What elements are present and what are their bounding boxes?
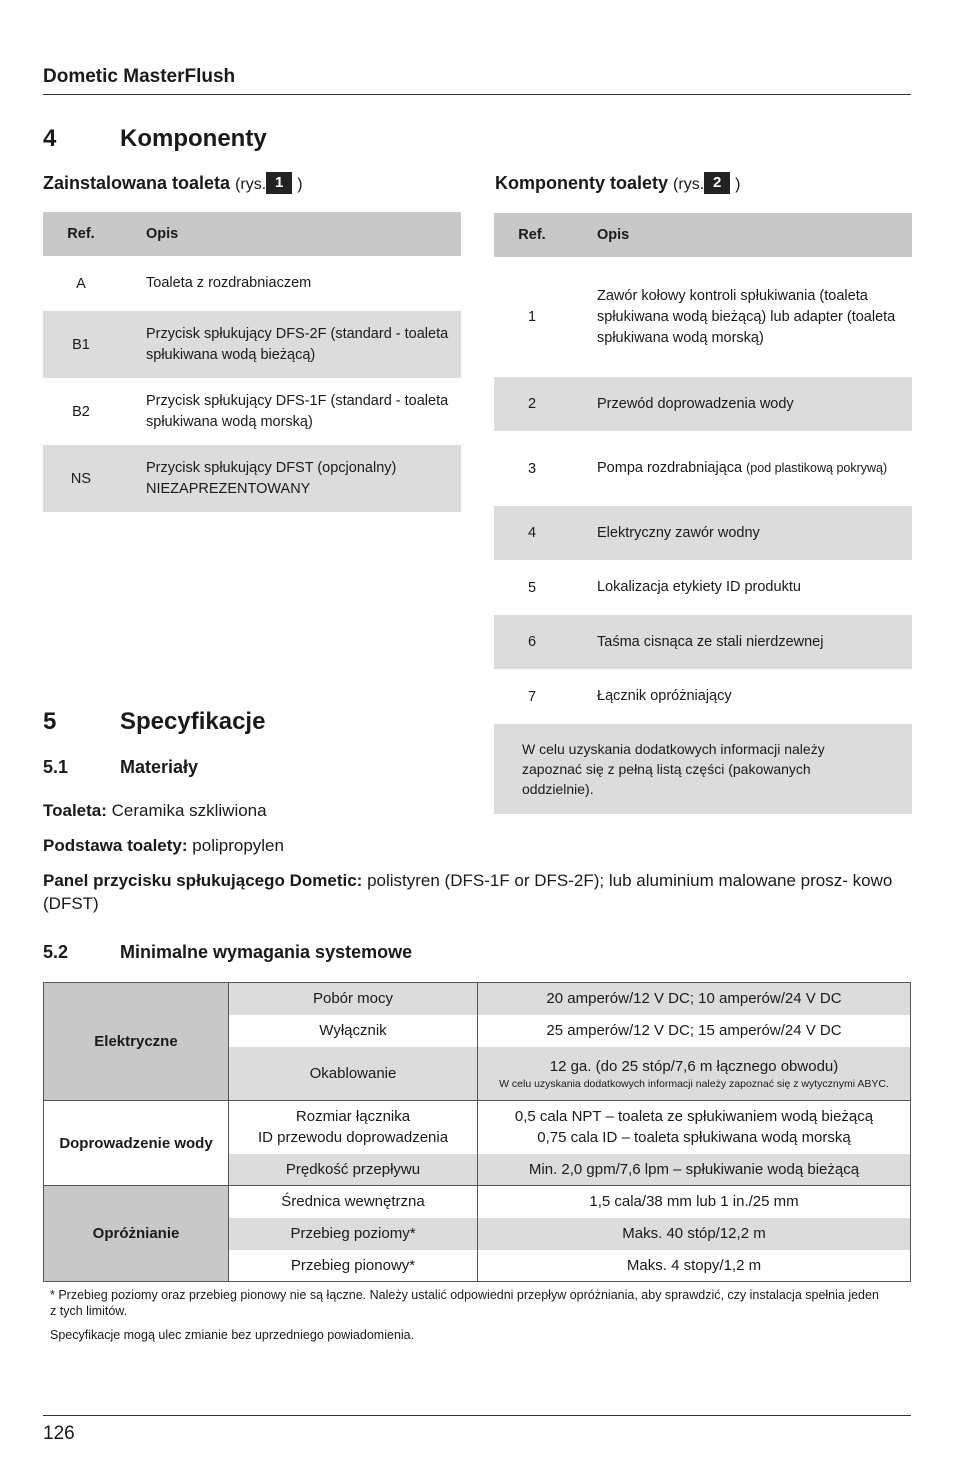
param-cell: Średnica wewnętrzna [229,1186,478,1218]
table-row [44,1186,911,1218]
installed-toilet-table [43,212,461,512]
table-row [44,1101,911,1154]
col-ref-header: Ref. [494,213,570,257]
material-value: polipropylen [192,836,284,855]
components-rys-label: (rys. [673,176,705,193]
value-cell: 25 amperów/12 V DC; 15 amperów/24 V DC [546,1022,842,1039]
row-ref: 2 [494,377,570,431]
components-note: W celu uzyskania dodatkowych informacji należy zapoznać się z pełną listą części (pakowanych oddzielnie). [494,724,912,814]
row-ref: 7 [527,688,537,705]
footnote: * Przebieg poziomy oraz przebieg pionowy nie są łączne. Należy ustalić odpowiedni przepływ opróżniania, aby sprawdzić, czy instalacja spełnia jeden z tych limitów. [50,1288,879,1318]
footer-rule [43,1415,911,1416]
row-desc: Toaleta z rozdrabniaczem [146,275,312,291]
table-row [43,378,461,445]
row-desc: Lokalizacja etykiety ID produktu [597,579,801,595]
param-cell: Pobór mocy [229,983,478,1015]
components-note-row [494,724,912,814]
value-cell: Maks. 4 stopy/1,2 m [626,1256,762,1274]
section-4-title: Komponenty [120,125,267,152]
value-cell [478,1047,911,1101]
param-cell [229,1101,478,1154]
row-desc: Przycisk spłukujący DFS-1F (standard - toaleta spłukiwana wodą morską) [146,392,449,430]
figure-2-badge: 2 [704,172,730,194]
section-5-1-number: 5.1 [43,757,69,777]
row-desc [570,431,912,506]
installed-rys-label: (rys. [235,176,267,193]
row-desc: Łącznik opróżniający [597,688,732,704]
col-ref-header: Ref. [43,212,119,256]
category-cell: Doprowadzenie wody [44,1101,229,1186]
material-value: Ceramika szkliwiona [111,801,267,820]
row-desc: Przycisk spłukujący DFS-2F (standard - toaleta spłukiwana wodą bieżącą) [119,311,461,378]
value-main: 12 ga. (do 25 stóp/7,6 m łącznego obwodu) [549,1057,839,1075]
section-5-1-heading [43,757,198,778]
section-5-title: Specyfikacje [120,708,266,735]
table-row [494,669,912,724]
row-ref: B2 [72,403,90,420]
value-cell: Maks. 40 stóp/12,2 m [478,1218,911,1250]
param-cell: Okablowanie [229,1047,478,1101]
section-5-2-title: Minimalne wymagania systemowe [120,942,413,962]
row-desc: Taśma cisnąca ze stali nierdzewnej [570,615,912,669]
components-rys-close: ) [735,176,741,193]
table-row [494,377,912,431]
value-line: 0,75 cala ID – toaleta spłukiwana wodą morską [537,1129,851,1147]
col-desc-header: Opis [119,212,461,256]
section-5-2-number: 5.2 [43,942,69,962]
row-desc: Elektryczny zawór wodny [570,506,912,560]
param-cell: Przebieg pionowy* [229,1250,478,1282]
param-cell: Wyłącznik [229,1015,478,1047]
table-row [43,256,461,311]
row-desc-small: (pod plastikową pokrywą) [746,461,888,475]
row-desc-main: Pompa rozdrabniająca [597,460,743,476]
row-ref: 1 [527,309,537,325]
figure-1-badge: 1 [266,172,292,194]
col-desc-header: Opis [570,213,912,257]
table-row [43,311,461,378]
value-note: W celu uzyskania dodatkowych informacji należy zapoznać się z wytycznymi ABYC. [499,1077,889,1090]
param-cell: Przebieg poziomy* [229,1218,478,1250]
material-toilet [43,799,267,822]
section-4-heading [43,125,267,153]
param-line: ID przewodu doprowadzenia [257,1129,449,1147]
installed-toilet-heading [43,172,303,194]
components-heading [495,172,740,194]
param-line: Rozmiar łącznika [295,1108,411,1126]
material-label: Toaleta: [43,801,107,820]
brand-header: Dometic MasterFlush [43,66,236,87]
value-cell: 1,5 cala/38 mm lub 1 in./25 mm [478,1186,911,1218]
value-line: 0,5 cala NPT – toaleta ze spłukiwaniem wodą bieżącą [514,1108,874,1126]
row-ref: B1 [43,311,119,378]
material-label: Panel przycisku spłukującego Dometic: [43,871,363,890]
section-5-1-title: Materiały [120,757,199,777]
material-base [43,834,284,857]
material-value: polistyren (DFS-1F or DFS-2F); lub aluminium malowane prosz- kowo (DFST) [43,871,893,913]
section-5-heading [43,708,265,736]
row-ref: 6 [494,615,570,669]
table-row [494,506,912,560]
value-cell [478,1101,911,1154]
row-ref: 5 [527,579,537,596]
installed-toilet-title: Zainstalowana toaleta [43,173,231,193]
section-5-2-heading [43,942,412,963]
value-cell: Min. 2,0 gpm/7,6 lpm – spłukiwanie wodą bieżącą [478,1154,911,1186]
row-ref: 4 [494,506,570,560]
table-row [494,431,912,506]
material-panel [43,869,893,915]
components-title: Komponenty toalety [495,173,669,193]
section-5-number: 5 [43,708,57,735]
row-ref: NS [43,445,119,512]
row-desc: Zawór kołowy kontroli spłukiwania (toaleta spłukiwana wodą bieżącą) lub adapter (toaleta spłukiwana wodą morską) [597,287,896,346]
table-row [494,615,912,669]
row-ref: 3 [527,460,537,477]
value-cell: 20 amperów/12 V DC; 10 amperów/24 V DC [478,983,911,1015]
disclaimer: Specyfikacje mogą ulec zmianie bez uprzedniego powiadomienia. [50,1328,415,1342]
material-label: Podstawa toalety: [43,836,188,855]
page-number: 126 [43,1423,75,1444]
table-row [43,445,461,512]
row-ref: A [76,275,86,292]
installed-rys-close: ) [297,176,303,193]
param-cell: Prędkość przepływu [229,1154,478,1186]
table-row [44,983,911,1015]
category-cell: Opróżnianie [44,1186,229,1282]
table-row [494,560,912,615]
components-table [494,213,912,814]
category-cell: Elektryczne [44,983,229,1101]
row-desc: Przewód doprowadzenia wody [570,377,912,431]
section-4-number: 4 [43,125,57,152]
table-row [494,257,912,377]
row-desc: Przycisk spłukujący DFST (opcjonalny) NIEZAPREZENTOWANY [119,445,461,512]
requirements-table [43,982,911,1282]
header-rule [43,94,911,95]
